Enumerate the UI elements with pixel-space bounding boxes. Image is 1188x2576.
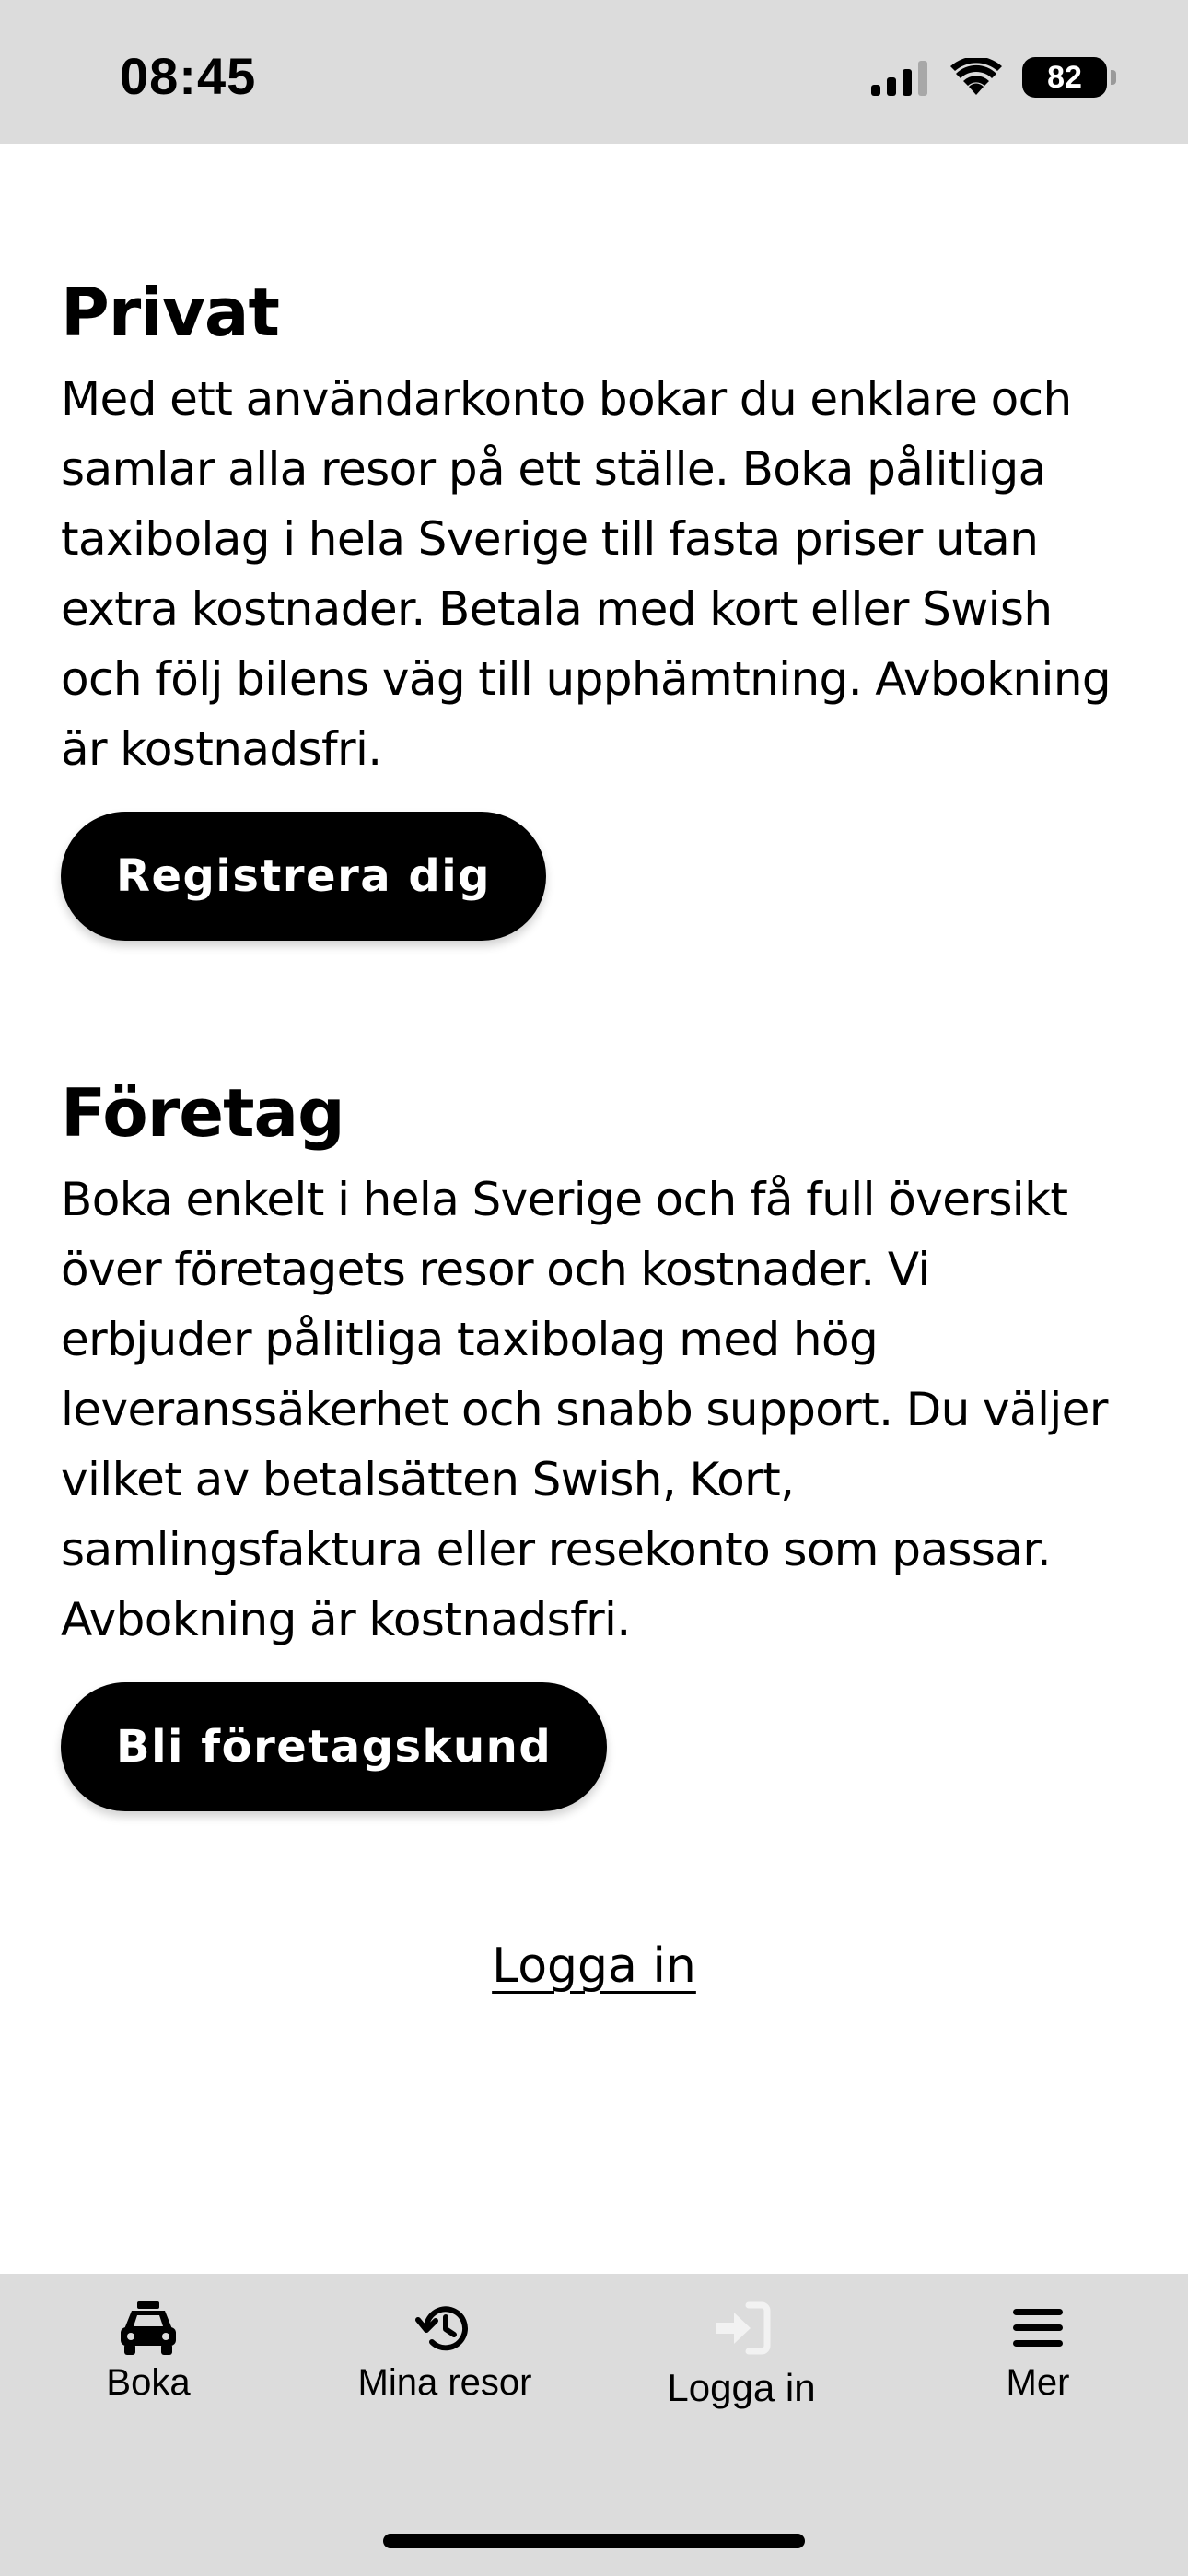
tab-mina-resor[interactable] bbox=[297, 2301, 593, 2458]
status-bar bbox=[0, 0, 1188, 144]
privat-description: Med ett användarkonto bokar du enklare och samlar alla resor på ett ställe. Boka pålitliga taxibolag i hela Sverige till fasta priser utan extra kostnader. Betala med kort eller Swish och följ bilens väg till upphämtning. Avbokning är kostnadsfri. bbox=[61, 372, 1112, 777]
tab-mer[interactable] bbox=[890, 2301, 1186, 2458]
privat-heading: Privat bbox=[61, 274, 279, 351]
battery-cap bbox=[1111, 70, 1116, 85]
battery-icon bbox=[1022, 57, 1107, 98]
home-indicator[interactable] bbox=[383, 2534, 805, 2548]
signal-icon bbox=[871, 59, 930, 96]
status-icons bbox=[871, 55, 1107, 100]
login-icon bbox=[712, 2301, 771, 2355]
register-button[interactable]: Registrera dig bbox=[61, 812, 546, 941]
tab-boka-label: Boka bbox=[106, 2362, 191, 2403]
tab-mer-label: Mer bbox=[1006, 2362, 1070, 2403]
tab-mina-resor-label: Mina resor bbox=[357, 2362, 532, 2403]
tab-bar bbox=[0, 2274, 1188, 2576]
wifi-icon bbox=[950, 58, 1002, 97]
become-business-customer-button[interactable]: Bli företagskund bbox=[61, 1682, 607, 1811]
section-privat bbox=[61, 276, 1129, 941]
history-icon bbox=[415, 2301, 474, 2355]
tab-logga-in[interactable] bbox=[593, 2301, 890, 2458]
foretag-heading: Företag bbox=[61, 1074, 344, 1153]
taxi-icon bbox=[119, 2301, 178, 2355]
status-time: 08:45 bbox=[120, 47, 257, 105]
main-content bbox=[61, 276, 1129, 1811]
tab-logga-in-label: Logga in bbox=[667, 2366, 816, 2409]
login-link[interactable]: Logga in bbox=[492, 1938, 696, 1994]
battery-level: 82 bbox=[1047, 59, 1082, 95]
menu-icon bbox=[1008, 2301, 1067, 2355]
tab-boka[interactable] bbox=[0, 2301, 297, 2458]
foretag-description: Boka enkelt i hela Sverige och få full översikt över företagets resor och kostnader. Vi erbjuder pålitliga taxibolag med hög leveranssäkerhet och snabb support. Du väljer vilket av betalsätten Swish, Kort, samlingsfaktura eller resekonto som passar. Avbokning är kostnadsfri. bbox=[61, 1173, 1108, 1647]
section-foretag bbox=[61, 1074, 1129, 1811]
